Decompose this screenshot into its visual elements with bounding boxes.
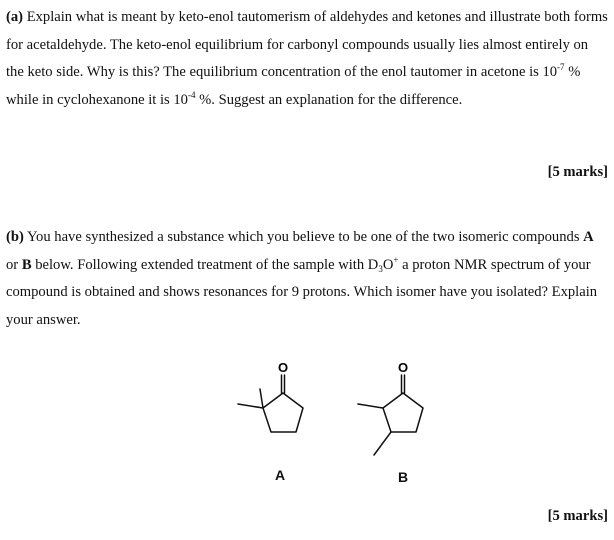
structure-b-methyl-1 [358,404,383,408]
compound-b-ref: B [21,256,32,273]
part-b-text-or: or [6,256,22,273]
structure-a-drawing [226,355,336,445]
structure-a-oxygen: O [277,360,289,375]
part-a-marks: [5 marks] [547,164,608,180]
acetone-exponent: -7 [557,62,565,73]
cyclohexanone-exponent: -4 [187,89,196,100]
reagent-oxygen: O [382,256,394,273]
structure-b-drawing [346,355,456,465]
structure-b-methyl-2 [374,432,391,455]
part-b-text-1: You have synthesized a substance which you believe to be one of the two isomeric compounds [26,229,584,245]
part-b-label: (b) [6,229,24,245]
structure-b-label: B [398,469,409,485]
part-b-text-2: below. Following extended treatment of the sample with D [31,256,379,273]
structure-a-methyl-2 [260,389,263,408]
structure-b-ring [383,393,423,432]
part-b-paragraph [6,224,608,334]
part-b-text-3: a proton NMR spectrum of your compound is obtained and shows resonances for 9 protons. Which isomer have you isolated? Explain your answer. [6,256,598,328]
reagent-charge: + [393,254,399,265]
part-b-marks: [5 marks] [547,508,608,524]
structure-a-label: A [275,467,286,483]
part-a-paragraph [6,4,608,114]
part-a-text-1: Explain what is meant by keto-enol tautomerism of aldehydes and ketones and illustrate both forms for acetaldehyde. The keto-enol equilibrium for carbonyl compounds usually lies almost entirely on the keto side. Why is this? The equilibrium concentration of the enol tautomer in acetone is 10 [6,9,608,81]
compound-a-ref: A [583,229,594,245]
structure-b-oxygen: O [397,360,409,375]
part-a-text-3: %. Suggest an explanation for the difference. [195,91,463,108]
part-a-text-2: % while in cyclohexanone it is 10 [6,64,581,108]
structure-a-methyl-1 [238,404,263,408]
reagent-subscript: 3 [378,263,383,274]
part-a-label: (a) [6,9,24,25]
structure-a-ring [263,393,303,432]
